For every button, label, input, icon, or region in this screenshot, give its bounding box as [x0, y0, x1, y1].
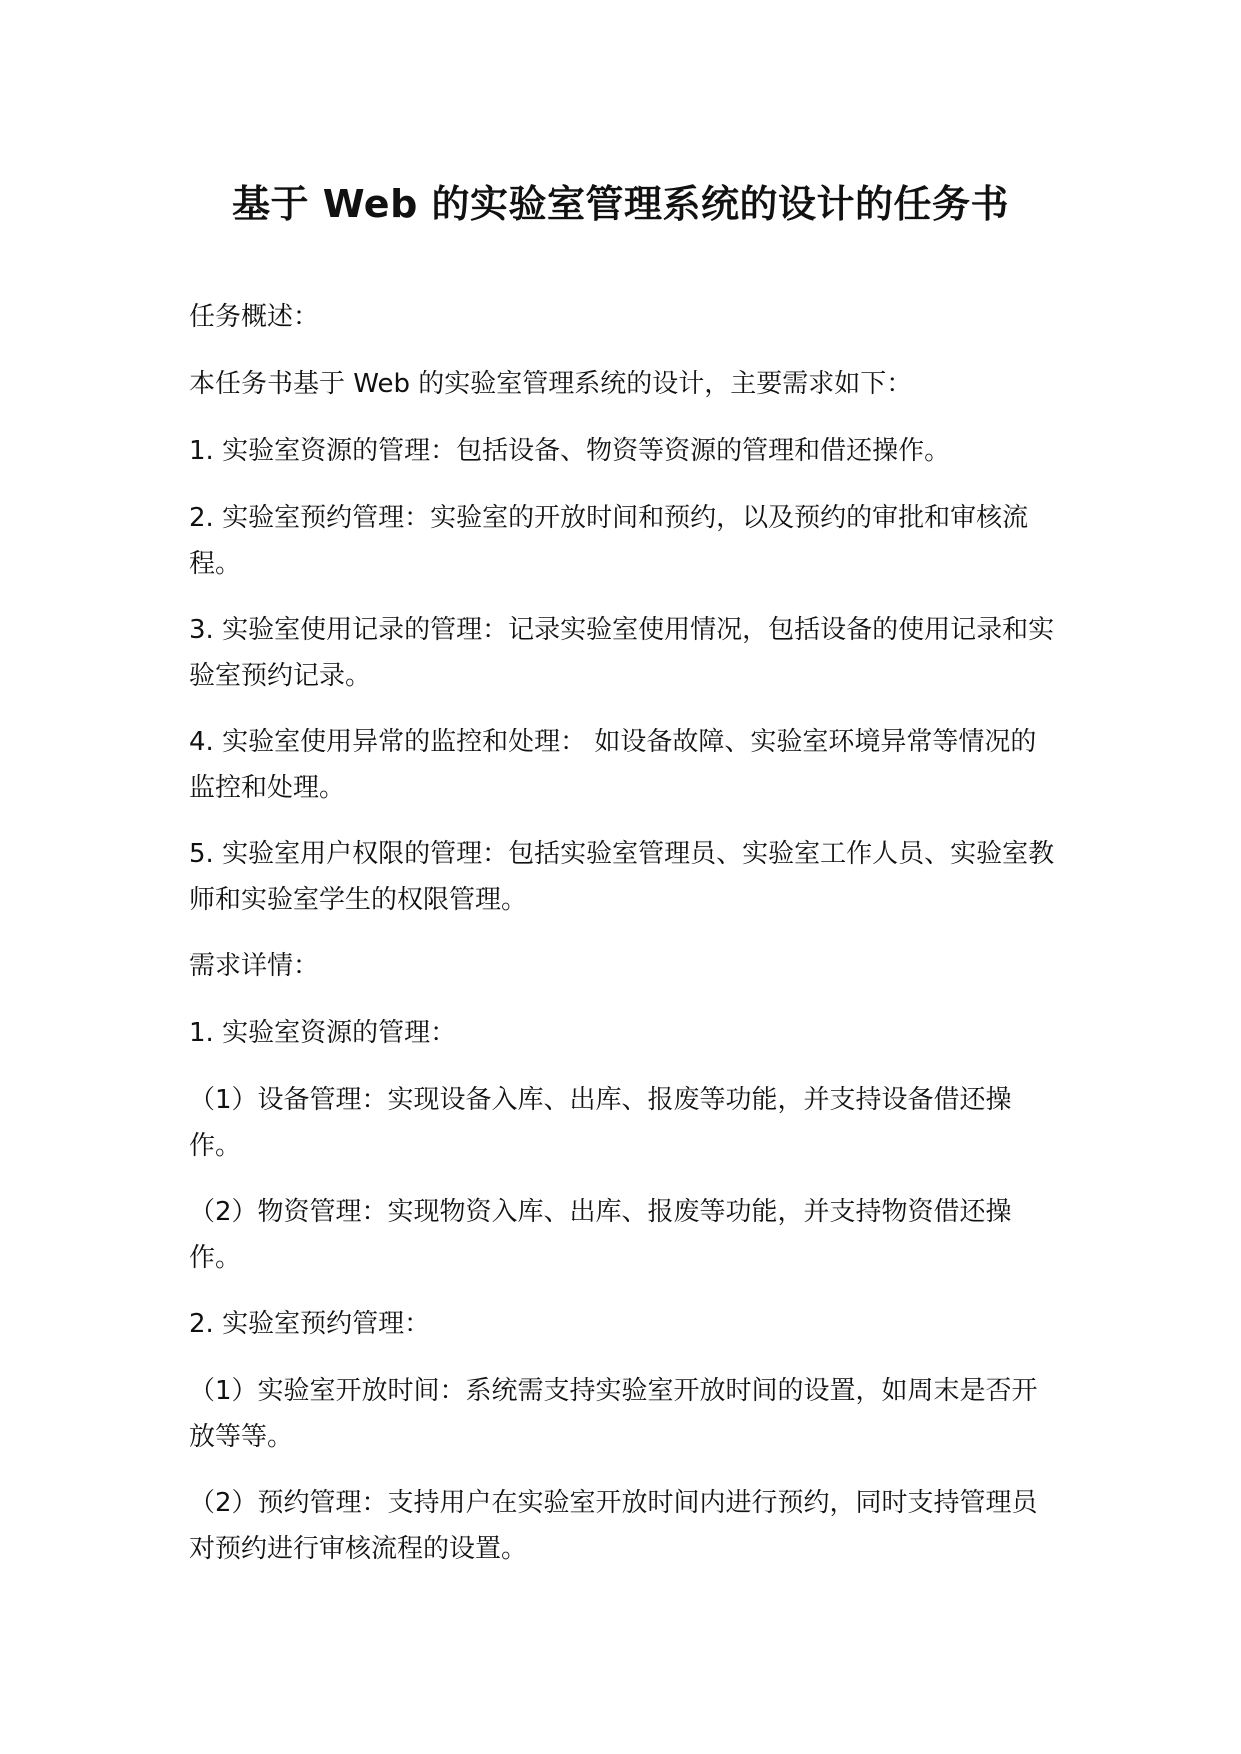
detail-item-1-2: （2）物资管理：实现物资入库、出库、报废等功能，并支持物资借还操作。: [189, 1197, 1012, 1273]
detail-heading-2: 2. 实验室预约管理：: [189, 1309, 431, 1339]
section-heading-overview: 任务概述：: [189, 302, 320, 332]
list-item-4: 4. 实验室使用异常的监控和处理： 如设备故障、实验室环境异常等情况的监控和处理。: [189, 727, 1037, 803]
list-item-2: 2. 实验室预约管理：实验室的开放时间和预约，以及预约的审批和审核流程。: [189, 503, 1029, 579]
document-title: 基于 Web 的实验室管理系统的设计的任务书: [232, 182, 1009, 226]
paragraph-intro: 本任务书基于 Web 的实验室管理系统的设计，主要需求如下：: [189, 369, 913, 399]
detail-heading-1: 1. 实验室资源的管理：: [189, 1018, 457, 1048]
detail-item-2-2: （2）预约管理：支持用户在实验室开放时间内进行预约，同时支持管理员对预约进行审核流程的设置。: [189, 1488, 1038, 1564]
detail-item-1-1: （1）设备管理：实现设备入库、出库、报废等功能，并支持设备借还操作。: [189, 1085, 1012, 1161]
detail-item-2-1: （1）实验室开放时间：系统需支持实验室开放时间的设置，如周末是否开放等等。: [189, 1376, 1038, 1452]
section-heading-details: 需求详情：: [189, 951, 320, 981]
list-item-1: 1. 实验室资源的管理：包括设备、物资等资源的管理和借还操作。: [189, 436, 951, 466]
list-item-5: 5. 实验室用户权限的管理：包括实验室管理员、实验室工作人员、实验室教师和实验室学生的权限管理。: [189, 839, 1055, 915]
list-item-3: 3. 实验室使用记录的管理：记录实验室使用情况，包括设备的使用记录和实验室预约记录。: [189, 615, 1055, 691]
